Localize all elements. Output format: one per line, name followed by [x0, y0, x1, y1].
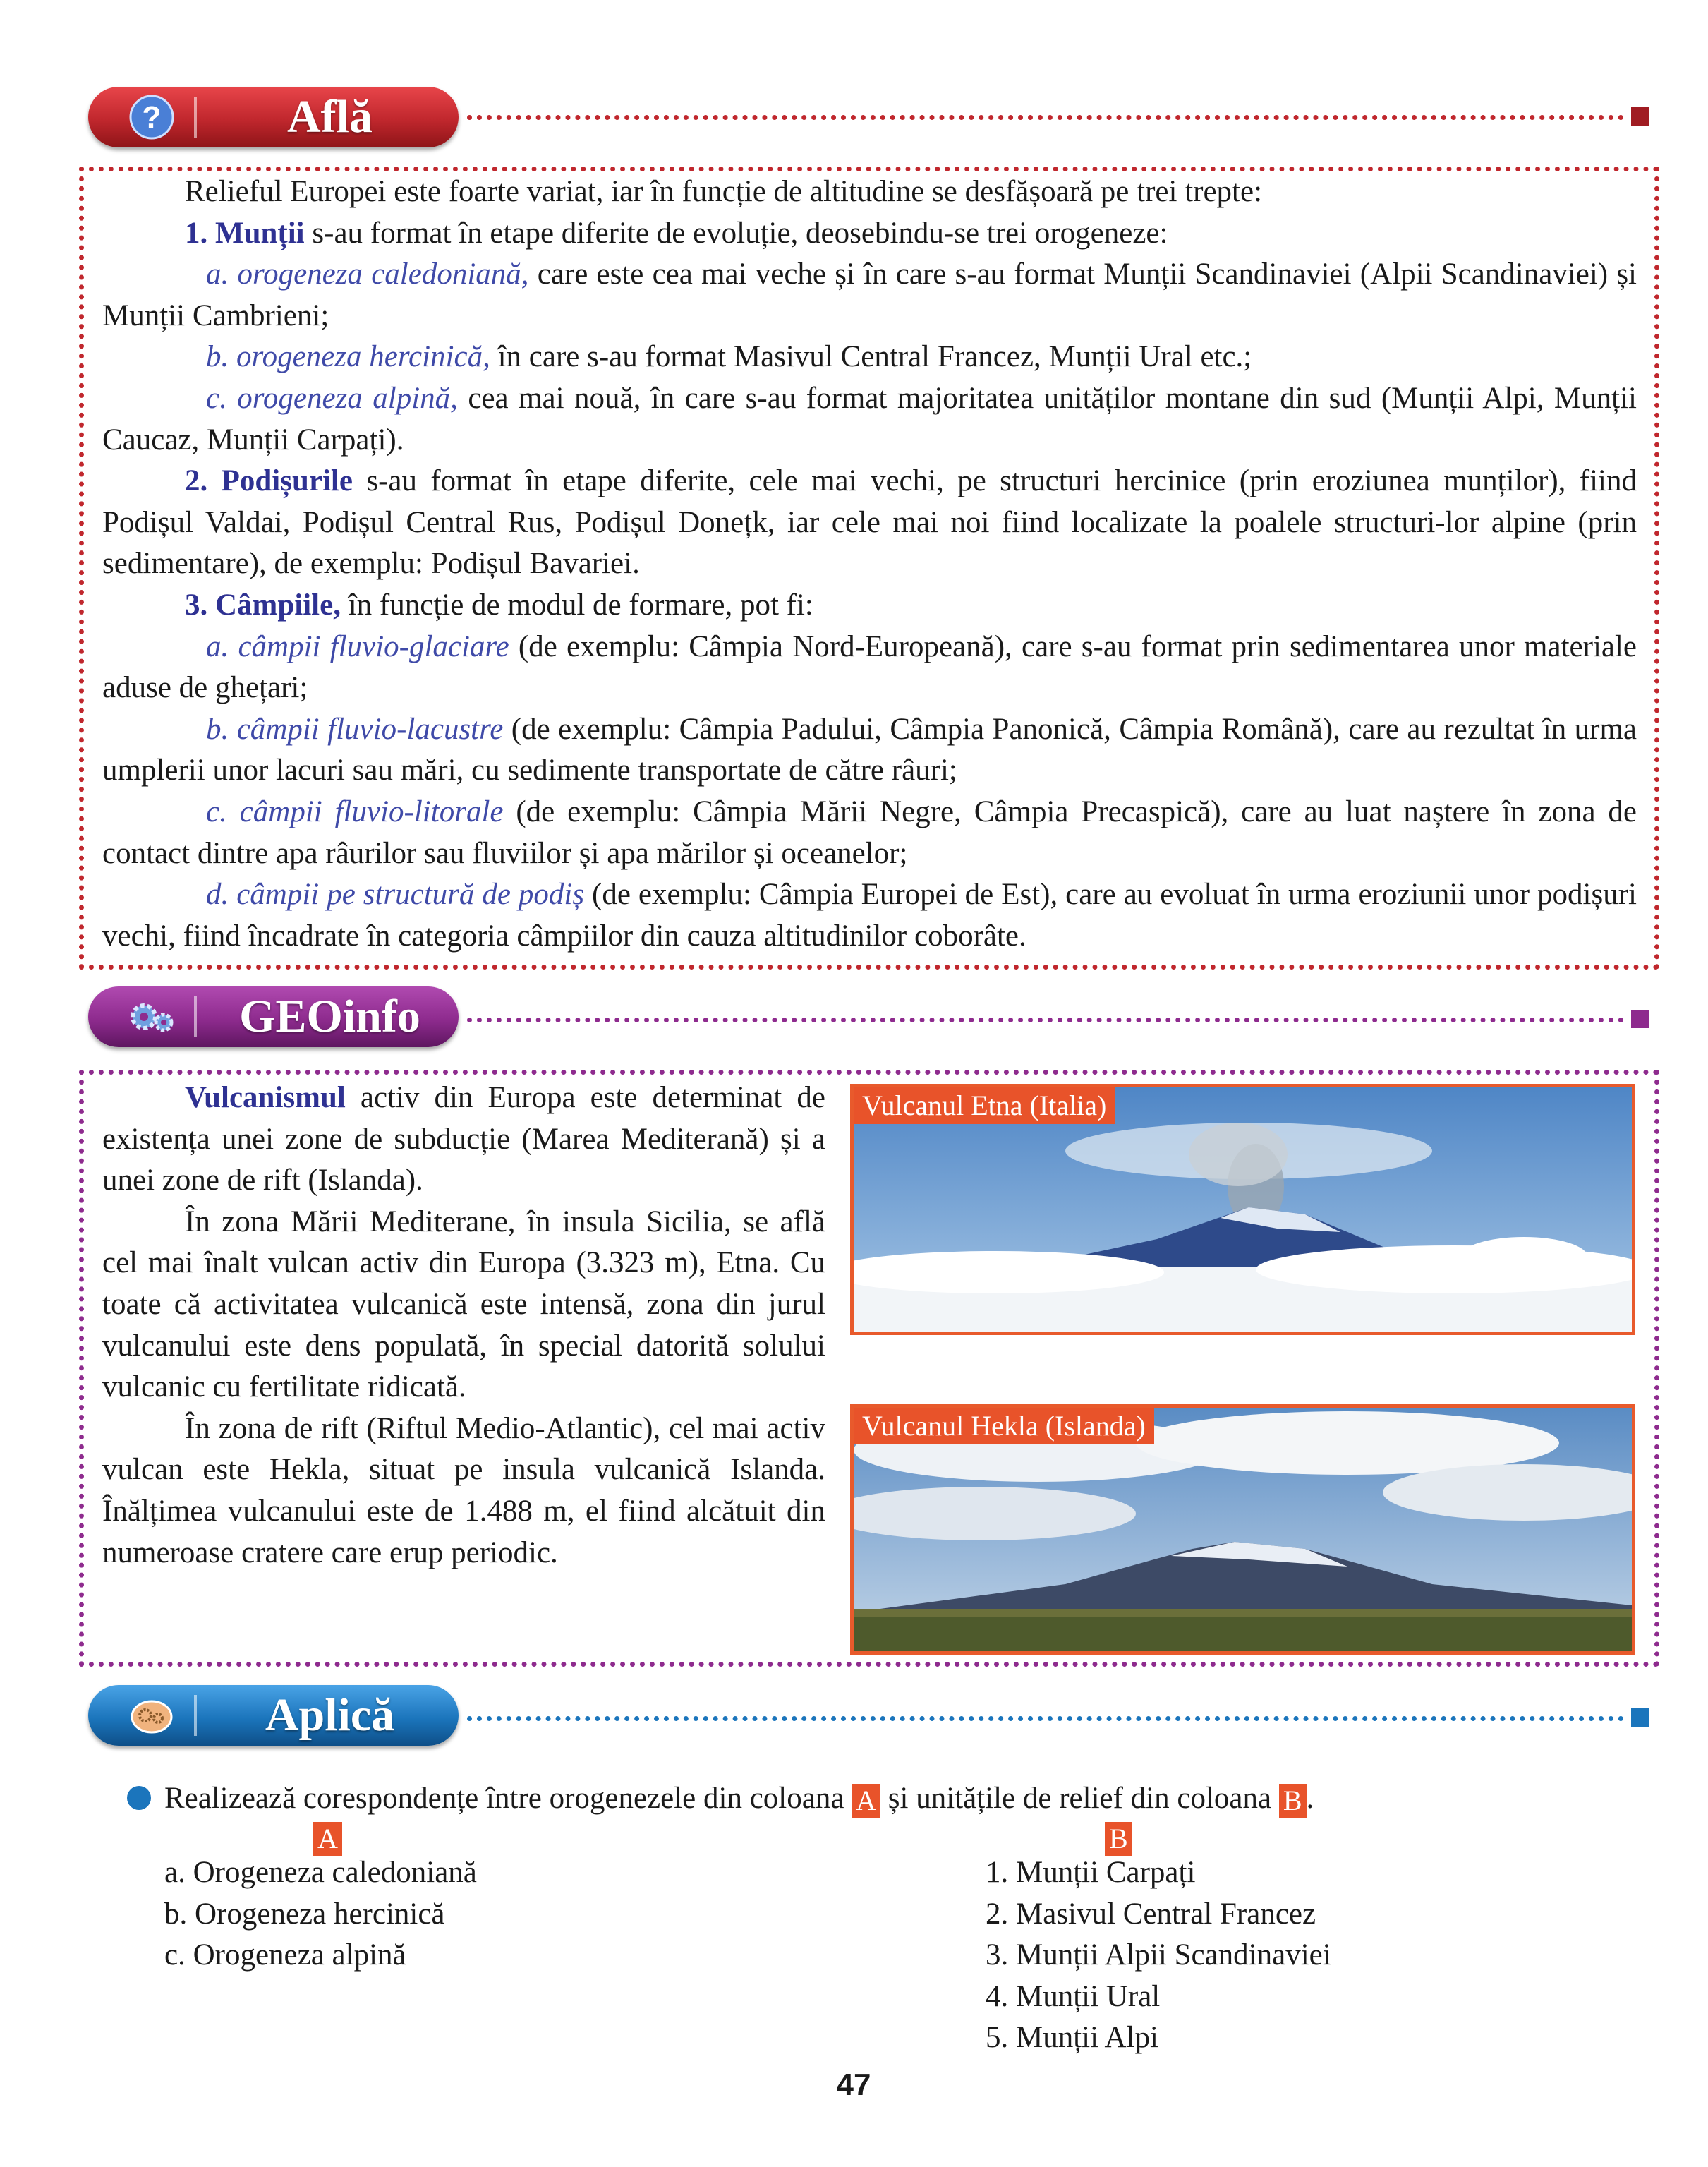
page-number: 47	[836, 2068, 871, 2102]
list-item: a. Orogeneza caledoniană	[164, 1856, 477, 1889]
list-item: b. Orogeneza hercinică	[164, 1897, 445, 1931]
afla-cb-rest: (de exemplu: Câmpia Padului, Câmpia Panonică, Câmpia Română), care au rezultat în urma umplerii unor lacuri sau mări, cu sedimente transportate de către râuri;	[102, 712, 1637, 787]
column-b-tag: B	[1279, 1784, 1307, 1818]
list-item: 3. Munții Alpii Scandinaviei	[986, 1938, 1331, 1972]
brain-gears-icon	[127, 1691, 176, 1740]
list-item: 2. Masivul Central Francez	[986, 1897, 1316, 1931]
afla-b-head: b. orogeneza hercinică,	[206, 340, 490, 374]
afla-ca-rest: (de exemplu: Câmpia Nord-Europeană), care s-au format prin sedimentarea unor materiale aduse de ghețari;	[102, 629, 1637, 705]
list-item: c. Orogeneza alpină	[164, 1938, 406, 1972]
geoinfo-square	[1631, 1010, 1649, 1028]
afla-p3-rest: în funcție de modul de formare, pot fi:	[340, 588, 813, 622]
afla-square	[1631, 107, 1649, 126]
col-b-label: B	[1105, 1822, 1132, 1856]
geoinfo-title: GEOinfo	[239, 991, 420, 1042]
afla-cc-rest: (de exemplu: Câmpia Mării Negre, Câmpia Precaspică), care au luat naștere în zona de contact dintre apa râurilor sau fluviilor și apa mărilor și oceanelor;	[102, 795, 1637, 870]
afla-p1-head: 1. Munții	[185, 216, 305, 250]
geoinfo-p3: În zona de rift (Riftul Medio-Atlantic), cel mai activ vulcan este Hekla, situat pe insula vulcanică Islanda. Înălțimea vulcanului este de 1.488 m, el fiind alcătuit din numeroase cratere care erup periodic.	[102, 1411, 825, 1569]
aplica-title: Aplică	[265, 1689, 395, 1741]
col-a-label: A	[313, 1822, 342, 1856]
column-a-tag: A	[852, 1784, 880, 1818]
afla-p2-rest: s-au format în etape diferite, cele mai vechi, pe structuri hercinice (prin eroziunea munților), fiind Podișul Valdai, Podișul Central Rus, Podișul Donețk, iar cele mai noi fiind localizate la poalele structuri-lor alpine (prin sedimentare), de exemplu: Podișul Bavariei.	[102, 464, 1637, 581]
etna-caption: Vulcanul Etna (Italia)	[854, 1087, 1115, 1124]
hekla-photo	[850, 1404, 1635, 1655]
afla-c-rest: cea mai nouă, în care s-au format majoritatea unităților montane din sud (Munții Alpi, Munții Caucaz, Munții Carpați).	[102, 381, 1637, 457]
geoinfo-p2: În zona Mării Mediterane, în insula Sicilia, se află cel mai înalt vulcan activ din Europa (3.323 m), Etna. Cu toate că activitatea vulcanică este intensă, zona din jurul vulcanului este dens populată, în special datorită solului vulcanic cu fertilitate ridicată.	[102, 1205, 825, 1404]
geoinfo-text	[102, 1078, 825, 1574]
afla-cc-head: c. câmpii fluvio-litorale	[206, 795, 504, 828]
gears-icon	[127, 992, 176, 1042]
afla-title: Află	[287, 91, 373, 143]
afla-cd-head: d. câmpii pe structură de podiș	[206, 878, 585, 912]
afla-intro: Relieful Europei este foarte variat, iar în funcție de altitudine se desfășoară pe trei trepte:	[185, 175, 1263, 208]
afla-text	[102, 171, 1637, 957]
afla-cb-head: b. câmpii fluvio-lacustre	[206, 712, 504, 746]
afla-p3-head: 3. Câmpiile,	[185, 588, 341, 622]
hekla-caption: Vulcanul Hekla (Islanda)	[854, 1408, 1154, 1444]
aplica-square	[1631, 1708, 1649, 1727]
aplica-header	[88, 1685, 459, 1746]
svg-text:?: ?	[142, 100, 162, 135]
list-item: 1. Munții Carpați	[986, 1856, 1196, 1889]
afla-c-head: c. orogeneza alpină,	[206, 381, 458, 415]
aplica-task: Realizează corespondențe între orogenezele din coloana A și unitățile de relief din coloana B .	[164, 1782, 1314, 1817]
afla-b-rest: în care s-au format Masivul Central Francez, Munții Ural etc.;	[490, 340, 1252, 374]
afla-a-rest: care este cea mai veche și în care s-au format Munții Scandinaviei (Alpii Scandinaviei) și Munții Cambrieni;	[102, 258, 1637, 332]
geoinfo-header	[88, 986, 459, 1047]
geoinfo-p1-rest: activ din Europa este determinat de existența unei zone de subducție (Marea Mediterană) și a unei zone de rift (Islanda).	[102, 1081, 825, 1197]
column-b	[986, 1852, 1621, 2059]
column-a	[164, 1852, 799, 1976]
afla-header	[88, 87, 459, 147]
afla-divider	[467, 115, 1624, 120]
afla-cd-rest: (de exemplu: Câmpia Europei de Est), care au evoluat în urma eroziunii unor podișuri vechi, fiind încadrate în categoria câmpiilor din cauza altitudinilor coborâte.	[102, 878, 1637, 953]
geoinfo-p1-head: Vulcanismul	[185, 1081, 346, 1114]
aplica-divider	[467, 1716, 1624, 1721]
geoinfo-divider	[467, 1018, 1624, 1022]
etna-photo	[850, 1084, 1635, 1335]
afla-ca-head: a. câmpii fluvio-glaciare	[206, 629, 509, 663]
bullet-icon	[127, 1786, 151, 1810]
list-item: 4. Munții Ural	[986, 1979, 1161, 2013]
afla-p2-head: 2. Podișurile	[185, 464, 353, 498]
list-item: 5. Munții Alpi	[986, 2021, 1158, 2055]
afla-a-head: a. orogeneza caledoniană,	[206, 258, 529, 291]
question-icon	[127, 92, 176, 142]
afla-p1-rest: s-au format în etape diferite de evoluție, deosebindu-se trei orogeneze:	[304, 216, 1168, 250]
